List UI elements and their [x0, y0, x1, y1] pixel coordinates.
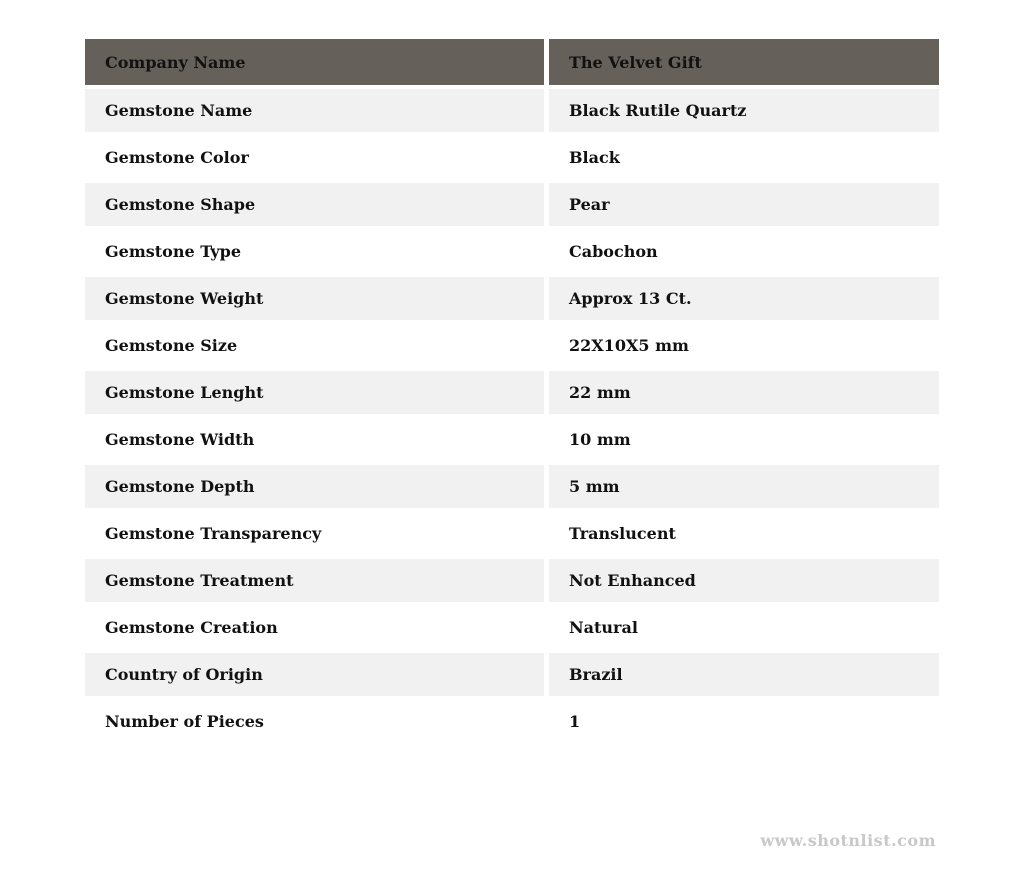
row-value-cell: Approx 13 Ct.: [549, 277, 939, 324]
table-row: [85, 89, 939, 136]
row-label-cell: Gemstone Color: [85, 136, 549, 183]
row-label-cell: Gemstone Shape: [85, 183, 549, 230]
table-row: [85, 136, 939, 183]
table-row: [85, 277, 939, 324]
row-value-cell: Pear: [549, 183, 939, 230]
row-value-cell: Cabochon: [549, 230, 939, 277]
row-label-cell: Gemstone Transparency: [85, 512, 549, 559]
table-body: [85, 89, 939, 747]
gemstone-spec-table: [85, 39, 939, 747]
row-value-cell: Black Rutile Quartz: [549, 89, 939, 136]
row-value-cell: 22 mm: [549, 371, 939, 418]
table-header: [85, 39, 939, 89]
row-label-cell: Country of Origin: [85, 653, 549, 700]
table-row: [85, 653, 939, 700]
row-label-cell: Gemstone Width: [85, 418, 549, 465]
header-row: [85, 39, 939, 89]
table-row: [85, 512, 939, 559]
row-label-cell: Gemstone Depth: [85, 465, 549, 512]
row-label-cell: Gemstone Treatment: [85, 559, 549, 606]
table-row: [85, 183, 939, 230]
table-row: [85, 324, 939, 371]
table-row: [85, 371, 939, 418]
row-label-cell: Gemstone Weight: [85, 277, 549, 324]
row-value-cell: Brazil: [549, 653, 939, 700]
row-value-cell: Translucent: [549, 512, 939, 559]
row-value-cell: 10 mm: [549, 418, 939, 465]
watermark: www.shotnlist.com: [760, 831, 936, 850]
row-value-cell: Natural: [549, 606, 939, 653]
header-label-cell: Company Name: [85, 39, 549, 89]
row-value-cell: 1: [549, 700, 939, 747]
row-label-cell: Gemstone Name: [85, 89, 549, 136]
table-row: [85, 700, 939, 747]
table-row: [85, 465, 939, 512]
table-row: [85, 606, 939, 653]
table-row: [85, 559, 939, 606]
row-value-cell: Not Enhanced: [549, 559, 939, 606]
row-value-cell: 5 mm: [549, 465, 939, 512]
row-value-cell: Black: [549, 136, 939, 183]
table-row: [85, 230, 939, 277]
row-value-cell: 22X10X5 mm: [549, 324, 939, 371]
row-label-cell: Gemstone Size: [85, 324, 549, 371]
row-label-cell: Number of Pieces: [85, 700, 549, 747]
row-label-cell: Gemstone Type: [85, 230, 549, 277]
table-row: [85, 418, 939, 465]
row-label-cell: Gemstone Creation: [85, 606, 549, 653]
row-label-cell: Gemstone Lenght: [85, 371, 549, 418]
header-value-cell: The Velvet Gift: [549, 39, 939, 89]
